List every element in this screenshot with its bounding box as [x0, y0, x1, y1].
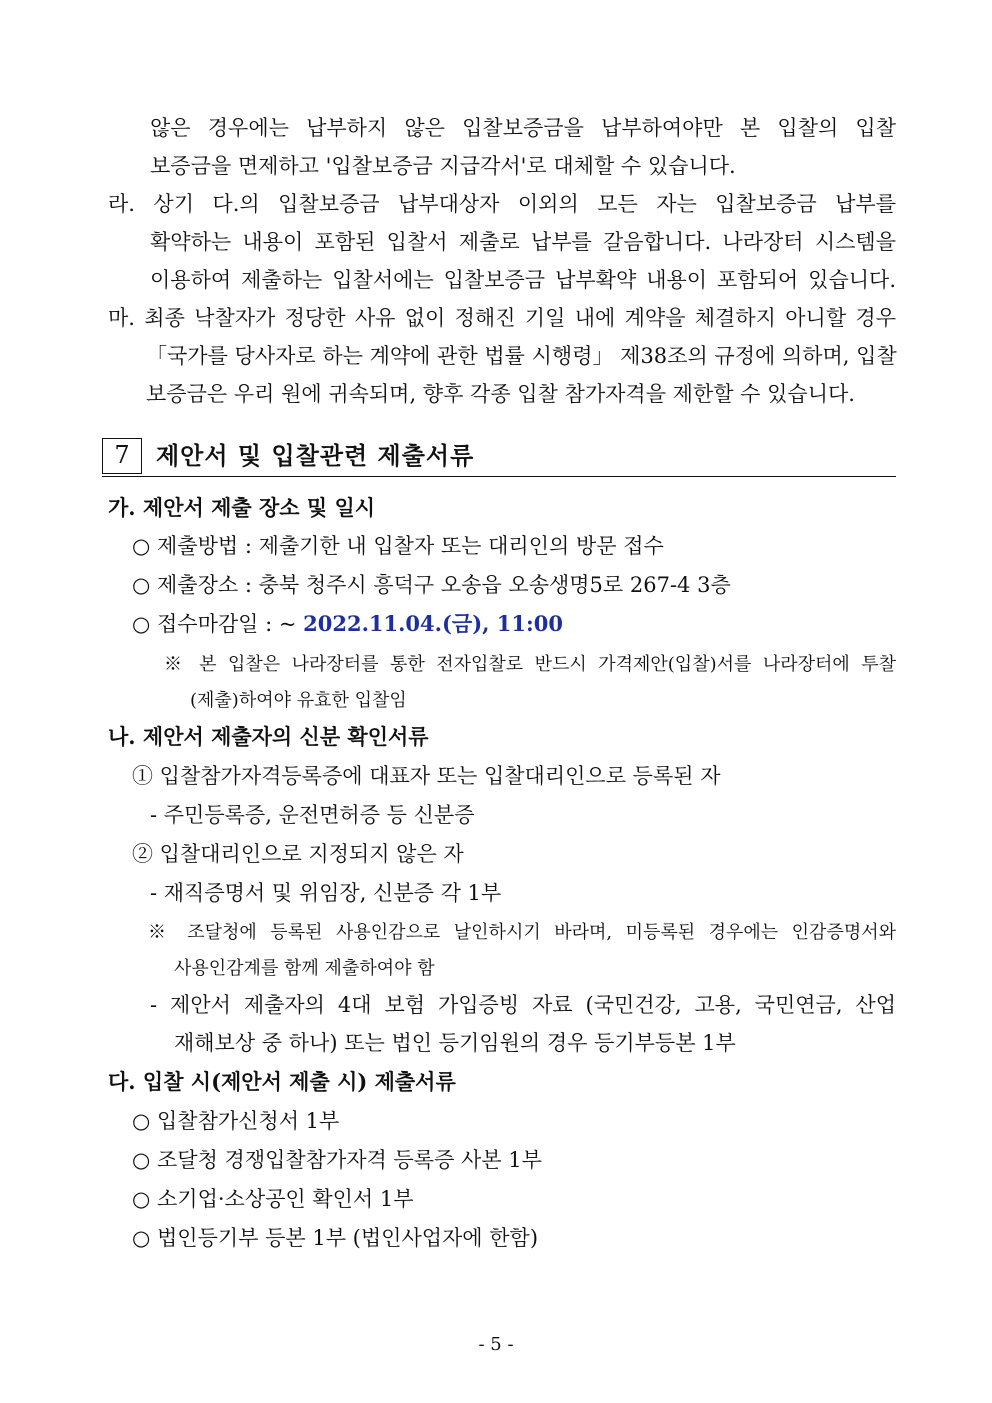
da-item: ○ 조달청 경쟁입찰참가자격 등록증 사본 1부: [132, 1148, 542, 1172]
na-heading: 나. 제안서 제출자의 신분 확인서류: [108, 724, 429, 749]
intro-line-1: 않은 경우에는 납부하지 않은 입찰보증금을 납부하여야만 본 입찰의 입찰: [150, 116, 896, 140]
item-ra-line-1: 라. 상기 다.의 입찰보증금 납부대상자 이외의 모든 자는 입찰보증금 납부를: [108, 192, 896, 216]
item-ra-line-3: 이용하여 제출하는 입찰서에는 입찰보증금 납부확약 내용이 포함되어 있습니다.: [150, 268, 896, 292]
section-divider: [102, 476, 896, 477]
na-note-line-1: ※ 조달청에 등록된 사용인감으로 날인하시기 바라며, 미등록된 경우에는 인감증명서와: [148, 922, 896, 943]
item-ma-line-1: 마. 최종 낙찰자가 정당한 사유 없이 정해진 기일 내에 계약을 체결하지 아니할 경우: [108, 306, 896, 330]
na-item-2-sub: - 재직증명서 및 위임장, 신분증 각 1부: [150, 881, 502, 905]
item-ra-line-2: 확약하는 내용이 포함된 입찰서 제출로 납부를 갈음합니다. 나라장터 시스템을: [150, 230, 896, 254]
da-item: ○ 법인등기부 등본 1부 (법인사업자에 한함): [132, 1226, 539, 1250]
na-sub2-line-2: 재해보상 중 하나) 또는 법인 등기임원의 경우 등기부등본 1부: [174, 1031, 736, 1055]
ga-heading: 가. 제안서 제출 장소 및 일시: [108, 495, 376, 520]
deadline-label: ○ 접수마감일 : ~: [132, 612, 304, 636]
section-number-box: 7: [102, 438, 142, 474]
ga-place: ○ 제출장소 : 충북 청주시 흥덕구 오송읍 오송생명5로 267-4 3층: [132, 573, 731, 597]
da-heading: 다. 입찰 시(제안서 제출 시) 제출서류: [108, 1069, 456, 1094]
na-item-1: ① 입찰참가자격등록증에 대표자 또는 입찰대리인으로 등록된 자: [132, 764, 721, 788]
na-item-1-sub: - 주민등록증, 운전면허증 등 신분증: [150, 803, 475, 827]
item-ma-line-2: 「국가를 당사자로 하는 계약에 관한 법률 시행령」 제38조의 규정에 의하며, 입찰: [146, 344, 897, 368]
deadline-value: 2022.11.04.(금), 11:00: [303, 611, 563, 636]
ga-method: ○ 제출방법 : 제출기한 내 입찰자 또는 대리인의 방문 접수: [132, 534, 664, 558]
na-note-line-2: 사용인감계를 함께 제출하여야 함: [174, 958, 435, 979]
da-item: ○ 소기업·소상공인 확인서 1부: [132, 1187, 414, 1211]
ga-deadline: [132, 610, 563, 638]
ga-note-line-1: ※ 본 입찰은 나라장터를 통한 전자입찰로 반드시 가격제안(입찰)서를 나라장터에 투찰: [164, 654, 896, 675]
na-item-2: ② 입찰대리인으로 지정되지 않은 자: [132, 842, 464, 866]
intro-line-2: 보증금을 면제하고 '입찰보증금 지급각서'로 대체할 수 있습니다.: [150, 154, 736, 178]
da-item: ○ 입찰참가신청서 1부: [132, 1109, 340, 1133]
section-title: 제안서 및 입찰관련 제출서류: [156, 441, 475, 470]
page-number: - 5 -: [478, 1334, 514, 1355]
ga-note-line-2: (제출)하여야 유효한 입찰임: [190, 690, 407, 711]
item-ma-line-3: 보증금은 우리 원에 귀속되며, 향후 각종 입찰 참가자격을 제한할 수 있습니다.: [146, 382, 855, 406]
na-sub2-line-1: - 제안서 제출자의 4대 보험 가입증빙 자료 (국민건강, 고용, 국민연금, 산업: [150, 993, 896, 1017]
